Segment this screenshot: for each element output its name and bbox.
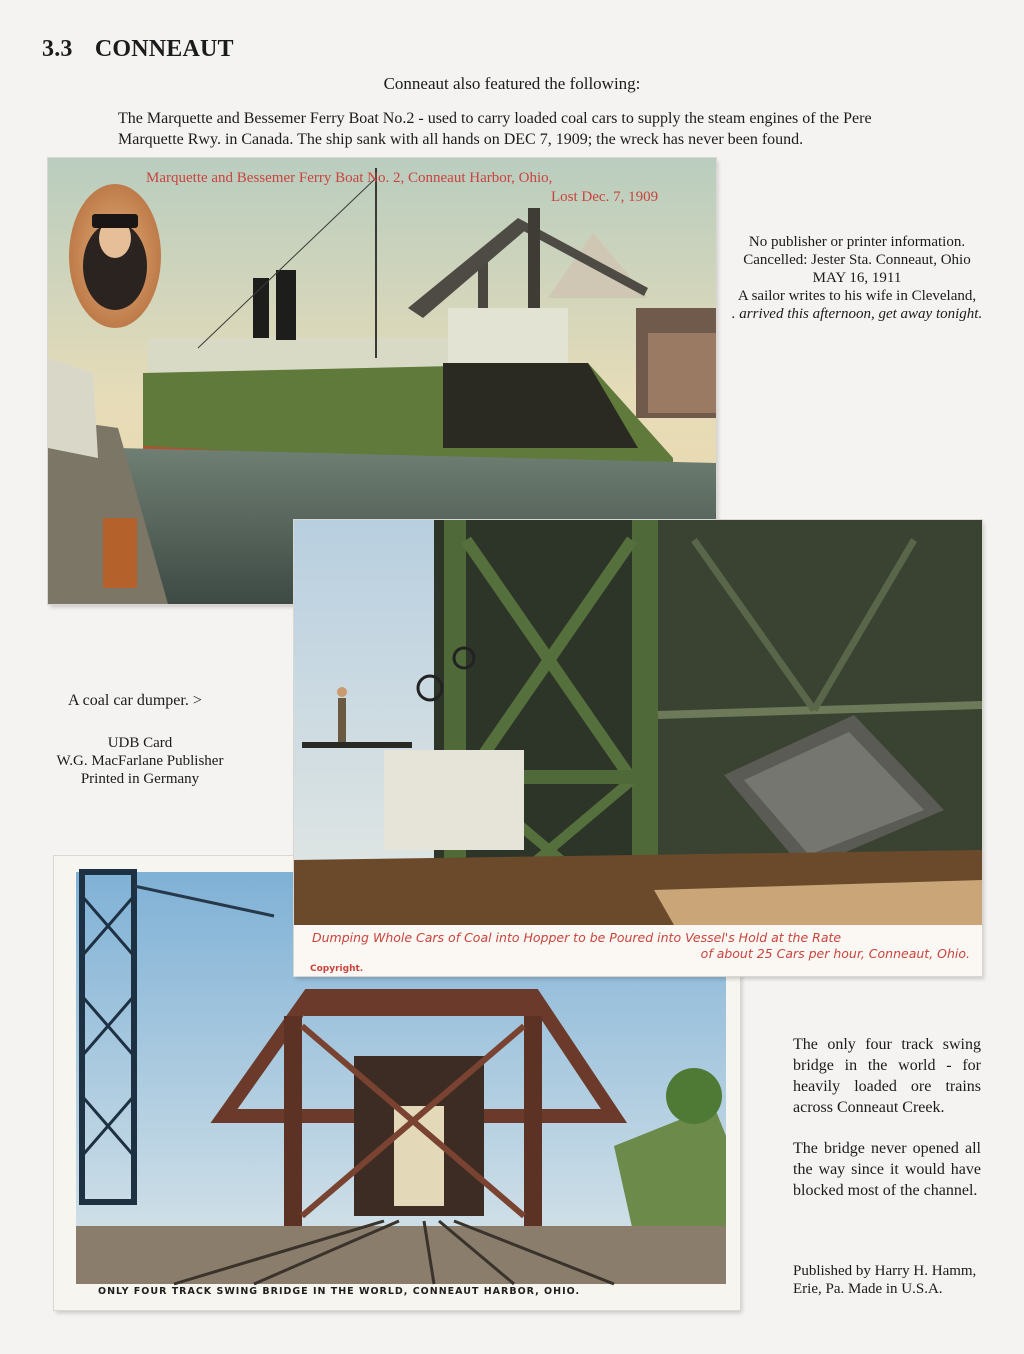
bridge-notes-paragraph1: The only four track swing bridge in the world - for heavily loaded ore trains across Conneaut Creek. <box>793 1036 981 1116</box>
description-paragraph: The Marquette and Bessemer Ferry Boat No.2 - used to carry loaded coal cars to supply the steam engines of the Pere Marquette Rwy. in Canada. The ship sank with all hands on DEC 7, 1909; the wreck has never been found. <box>118 110 872 148</box>
dumper-label: A coal car dumper. > <box>68 692 202 709</box>
intro-text: Conneaut also featured the following: <box>383 74 641 93</box>
dumper-publisher-line2: W.G. MacFarlane Publisher <box>56 753 224 769</box>
bridge-publisher-line1: Published by Harry H. Hamm, <box>793 1263 977 1279</box>
coal-dumper-image <box>294 520 982 925</box>
dumper-caption-line2: of about 25 Cars per hour, Conneaut, Ohio. <box>700 946 970 961</box>
dumper-publisher-notes <box>30 734 250 788</box>
ferry-note-date: MAY 16, 1911 <box>812 270 902 286</box>
ferry-note-message: . arrived this afternoon, get away tonight. <box>731 306 983 322</box>
bridge-notes-paragraph2: The bridge never opened all the way since it would have blocked most of the channel. <box>793 1140 981 1199</box>
ferry-notes <box>712 233 1002 323</box>
bridge-publisher-notes <box>793 1262 993 1298</box>
ferry-note-publisher: No publisher or printer information. <box>748 234 966 250</box>
postcard-coal-dumper <box>294 520 982 976</box>
section-number: 3.3 <box>42 36 73 62</box>
ferry-caption-line2: Lost Dec. 7, 1909 <box>551 189 659 205</box>
dumper-publisher-line1: UDB Card <box>107 735 173 751</box>
ferry-note-sailor: A sailor writes to his wife in Cleveland, <box>737 288 977 304</box>
ferry-note-cancelled: Cancelled: Jester Sta. Conneaut, Ohio <box>743 252 971 268</box>
ferry-caption-line1: Marquette and Bessemer Ferry Boat No. 2, Conneaut Harbor, Ohio, <box>146 170 553 186</box>
dumper-copyright: Copyright. <box>310 964 364 974</box>
bridge-caption: ONLY FOUR TRACK SWING BRIDGE IN THE WORLD, CONNEAUT HARBOR, OHIO. <box>98 1286 581 1297</box>
bridge-publisher-line2: Erie, Pa. Made in U.S.A. <box>793 1281 943 1297</box>
section-heading <box>42 36 234 63</box>
dumper-caption-line1: Dumping Whole Cars of Coal into Hopper to be Poured into Vessel's Hold at the Rate <box>312 930 842 945</box>
section-title: CONNEAUT <box>94 36 234 62</box>
dumper-publisher-line3: Printed in Germany <box>80 771 200 787</box>
